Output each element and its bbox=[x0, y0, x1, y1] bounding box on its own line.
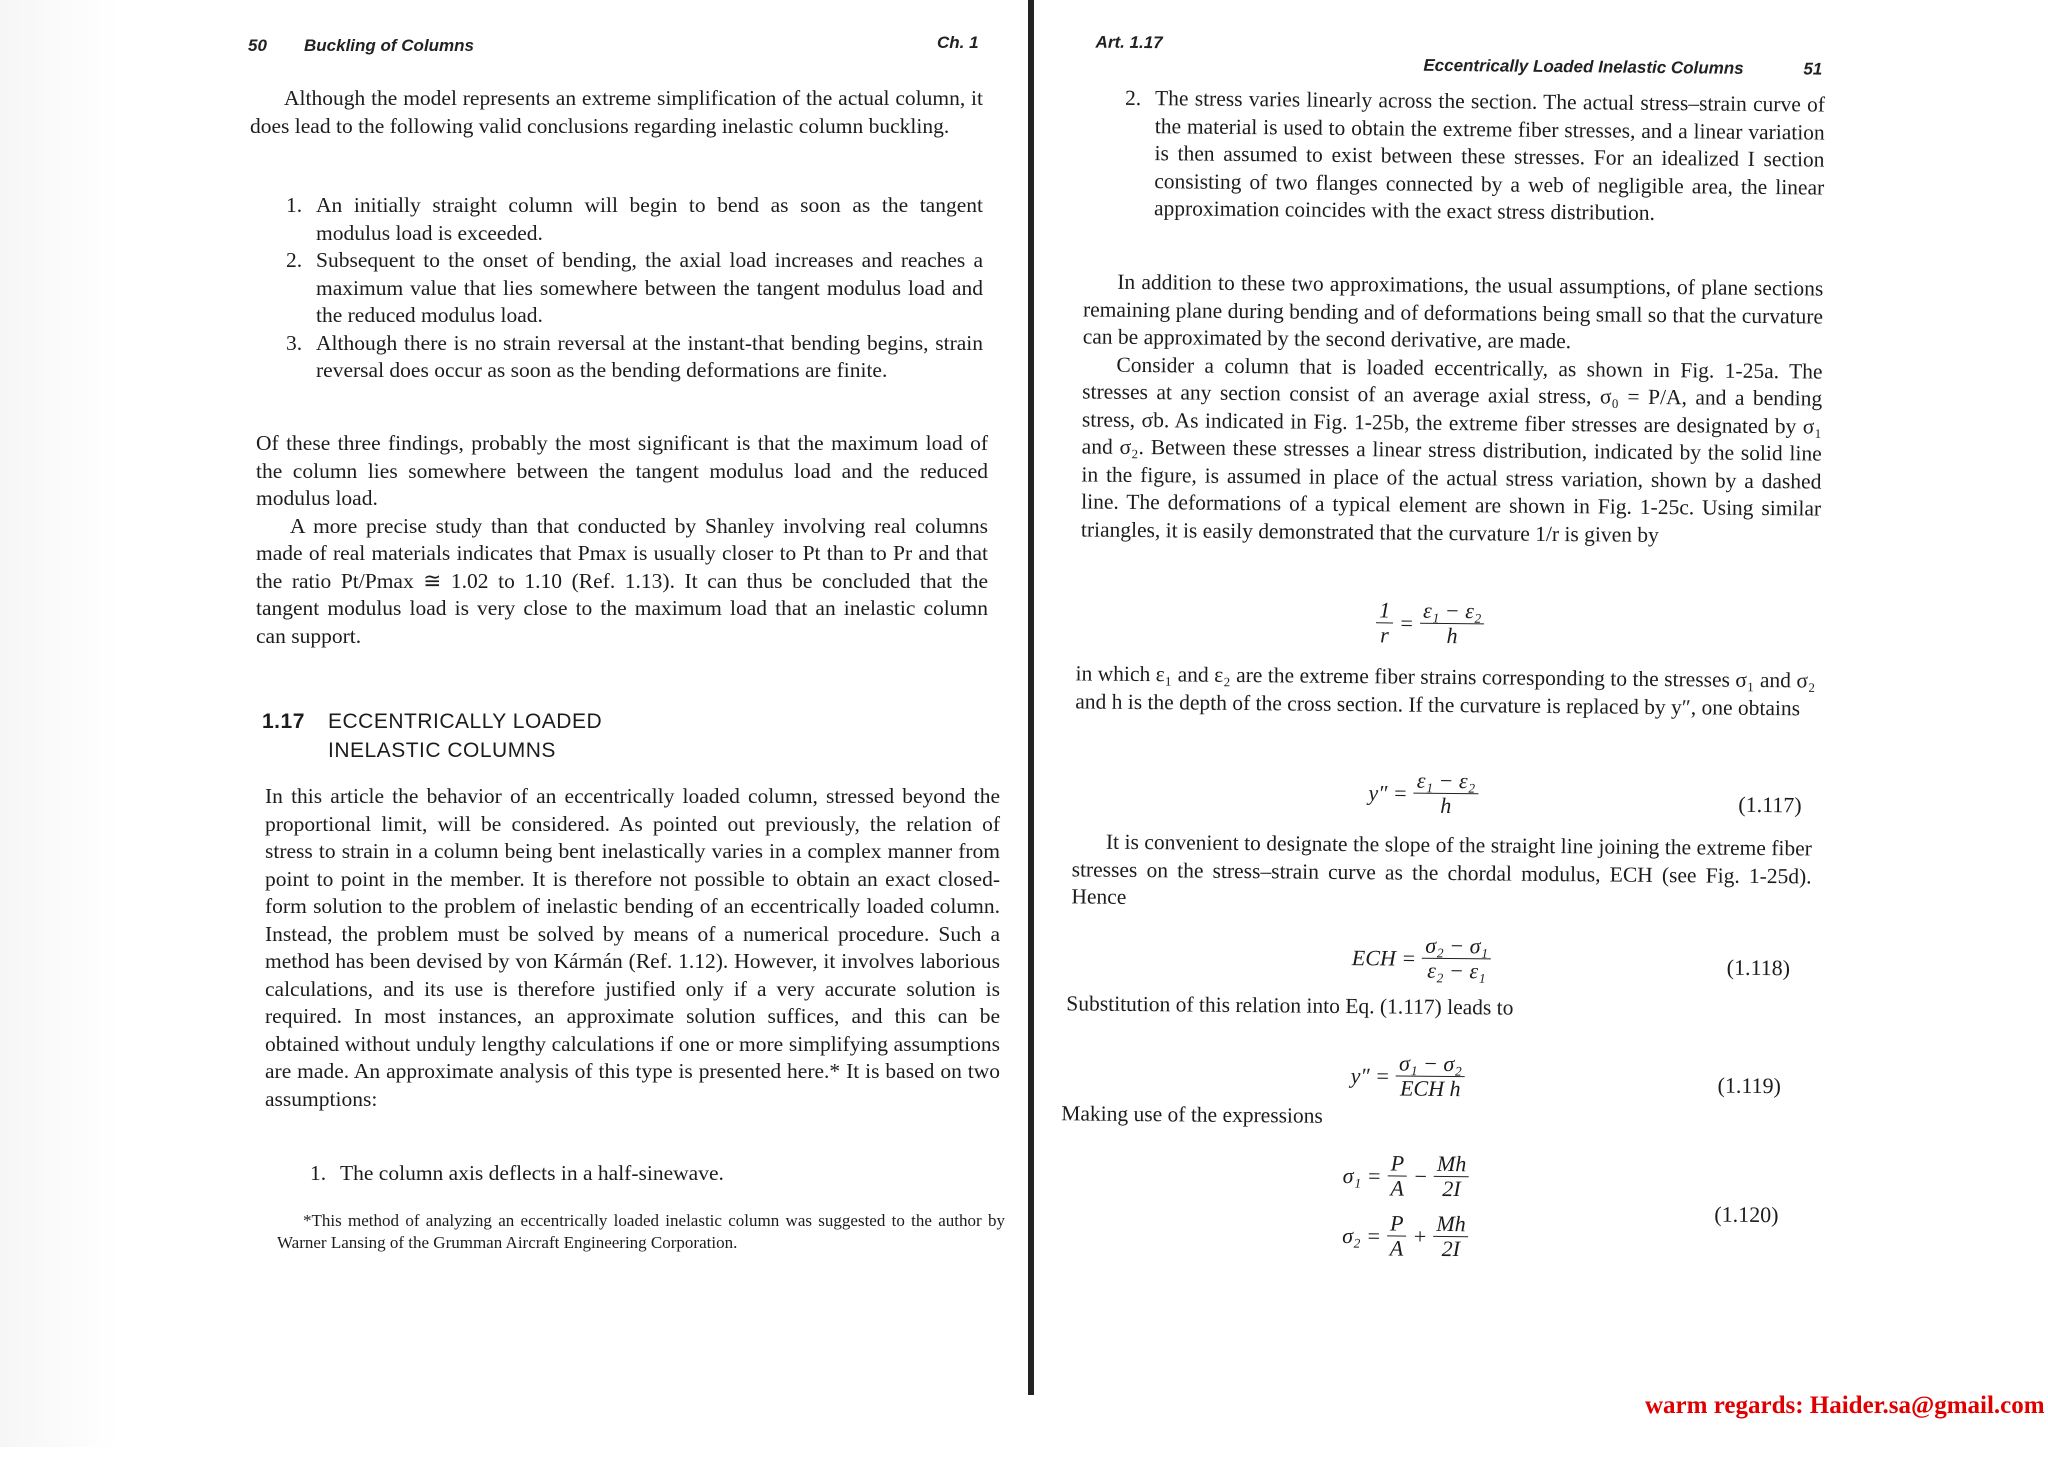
item-text: The column axis deflects in a half-sinewave. bbox=[340, 1161, 724, 1185]
eq-numerator: P bbox=[1388, 1151, 1408, 1176]
intro-paragraph bbox=[250, 85, 983, 140]
equation-number: (1.119) bbox=[1717, 1072, 1782, 1099]
section-heading bbox=[262, 707, 602, 765]
eq-numerator: σ₁ − σ₂ bbox=[1396, 1052, 1465, 1078]
running-title: Eccentrically Loaded Inelastic Columns bbox=[1423, 55, 1744, 78]
watermark-text: warm regards: Haider.sa@gmail.com bbox=[1645, 1392, 2045, 1419]
list-item bbox=[286, 247, 983, 330]
page-number: 51 bbox=[1803, 59, 1823, 79]
eq-denominator: ε₂ − ε₁ bbox=[1427, 957, 1486, 984]
equation-1-120b bbox=[1342, 1211, 1475, 1261]
section-title-line-1: ECCENTRICALLY LOADED bbox=[328, 710, 603, 733]
assumption-1 bbox=[310, 1160, 990, 1188]
findings-paragraph bbox=[256, 430, 988, 650]
equation-curvature: $\frac{1}{r}$ = $\frac{\text{ε₁ − ε₂}}{h}$ bbox=[1370, 598, 1491, 648]
eq-numerator: ε₁ − ε₂ bbox=[1420, 599, 1485, 625]
item-text: Subsequent to the onset of bending, the axial load increases and reaches a maximum value that lies somewhere between the tangent modulus load and the reduced modulus load. bbox=[316, 248, 983, 327]
substitution-paragraph bbox=[1066, 990, 1806, 1025]
list-item bbox=[286, 192, 983, 247]
eq-numerator: Mh bbox=[1433, 1212, 1469, 1237]
item-number: 3. bbox=[286, 330, 303, 355]
article-ref: Art. 1.17 bbox=[1095, 32, 1163, 53]
making-use-text: Making use of the expressions bbox=[1061, 1101, 1323, 1128]
convenient-paragraph bbox=[1071, 828, 1812, 918]
eq-denominator: h bbox=[1440, 792, 1452, 819]
equation-number: (1.117) bbox=[1738, 791, 1802, 818]
findings-text: Of these three findings, probably the most significant is that the maximum load of the column lies somewhere between the tangent modulus load and the reduced modulus load. bbox=[256, 431, 988, 510]
list-item bbox=[286, 330, 983, 385]
eq-numerator: 1 bbox=[1376, 598, 1393, 623]
shanley-text: A more precise study than that conducted by Shanley involving real columns made of real materials indicates that Pmax is usually closer to Pt than to Pr and that the ratio Pt/Pmax ≅ 1.02 to 1.10 (Ref. 1.13). It can thus be concluded that the tangent modulus load is very close to the maximum load that an inelastic column can support. bbox=[256, 513, 988, 648]
item-number: 1. bbox=[310, 1161, 327, 1185]
list-item bbox=[1124, 85, 1825, 229]
eq-numerator: ε₁ − ε₂ bbox=[1414, 769, 1479, 795]
item-text: Although there is no strain reversal at the instant-that bending begins, strain reversal does occur as soon as the bending deformations are finite. bbox=[316, 330, 983, 382]
item-number: 2. bbox=[1124, 85, 1142, 111]
eq-lhs: y″ = bbox=[1368, 779, 1408, 806]
footnote: *This method of analyzing an eccentrically loaded inelastic column was suggested to the author by Warner Lansing of the Grumman Aircraft Engineering Corporation. bbox=[277, 1211, 1005, 1252]
running-title: Buckling of Columns bbox=[304, 36, 474, 55]
equation-1-117 bbox=[1368, 768, 1484, 818]
eq-denominator: r bbox=[1380, 622, 1389, 648]
in-which-text: in which ε₁ and ε₂ are the extreme fiber strains corresponding to the stresses σ₁ and σ₂ and h is the depth of the cross section. If the curvature is replaced by y″, one obtains bbox=[1075, 661, 1816, 720]
assumption-2 bbox=[1124, 85, 1825, 229]
equation-1-119 bbox=[1350, 1051, 1471, 1101]
eq-denominator: A bbox=[1389, 1235, 1404, 1261]
eq-operator: − bbox=[1412, 1163, 1429, 1189]
page-number: 50 bbox=[248, 36, 267, 55]
section-title-line-2: INELASTIC COLUMNS bbox=[328, 739, 556, 762]
equation-1-118 bbox=[1352, 933, 1498, 983]
right-page bbox=[1036, 0, 2048, 1447]
equation-number: (1.120) bbox=[1714, 1201, 1779, 1228]
intro-text: Although the model represents an extreme simplification of the actual column, it does lead to the following valid conclusions regarding inelastic column buckling. bbox=[250, 86, 983, 138]
eq-lhs: y″ = bbox=[1350, 1062, 1391, 1088]
item-number: 1. bbox=[286, 193, 303, 217]
conclusions-list bbox=[286, 192, 983, 385]
eq-denominator: 2I bbox=[1442, 1175, 1461, 1202]
eq-lhs: σ₂ = bbox=[1342, 1222, 1382, 1248]
chapter-label: Ch. 1 bbox=[937, 33, 979, 52]
eq-numerator: Mh bbox=[1434, 1152, 1470, 1177]
left-page bbox=[0, 0, 1030, 1447]
list-item bbox=[310, 1160, 990, 1188]
making-use-paragraph bbox=[1061, 1100, 1801, 1135]
addition-paragraph bbox=[1081, 268, 1824, 550]
eq-lhs: ECH = bbox=[1351, 944, 1417, 971]
eq-operator: + bbox=[1412, 1223, 1428, 1249]
eq-denominator: h bbox=[1446, 622, 1458, 649]
item-number: 2. bbox=[286, 248, 303, 272]
eq-denominator: 2I bbox=[1441, 1235, 1461, 1262]
eq-lhs: σ₁ = bbox=[1342, 1162, 1382, 1188]
article-text: In this article the behavior of an eccentrically loaded column, stressed beyond the proportional limit, will be considered. As pointed out previously, the relation of stress to strain in a column being bent inelastically varies in a complex manner from point to point in the member. It is therefore not possible to obtain an exact closed-form solution to the problem of inelastic bending of an eccentrically loaded column. Instead, the problem must be solved by means of a numerical procedure. Such a method has been devised by von Kármán (Ref. 1.12). However, it involves laborious calculations, and its use is therefore justified only if a very accurate solution is required. In most instances, an approximate solution suffices, and this can be obtained without unduly lengthy calculations if one or more simplifying assumptions are made. An approximate analysis of this type is presented here.* It is based on two assumptions: bbox=[265, 784, 1000, 1111]
in-which-paragraph bbox=[1075, 660, 1815, 722]
eq-denominator: ECH h bbox=[1399, 1075, 1461, 1102]
eq-denominator: A bbox=[1390, 1175, 1405, 1201]
item-text: An initially straight column will begin to bend as soon as the tangent modulus load is exceeded. bbox=[316, 193, 983, 245]
addition-text: In addition to these two approximations, the usual assumptions, of plane sections remaining plane during bending and of deformations being small so that the curvature can be approximated by the second derivative, are made. bbox=[1082, 269, 1824, 354]
equation-1-120a bbox=[1342, 1151, 1475, 1201]
convenient-text: It is convenient to designate the slope of the straight line joining the extreme fiber stresses on the stress–strain curve as the chordal modulus, ECH (see Fig. 1-25d). Hence bbox=[1071, 829, 1813, 909]
eq-numerator: P bbox=[1387, 1211, 1407, 1236]
eq-numerator: σ₂ − σ₁ bbox=[1422, 934, 1491, 960]
equation-number: (1.118) bbox=[1726, 954, 1791, 981]
section-number: 1.17 bbox=[262, 710, 305, 733]
article-paragraph bbox=[265, 783, 1000, 1113]
substitution-text: Substitution of this relation into Eq. (1.117) leads to bbox=[1066, 991, 1514, 1020]
item-text: The stress varies linearly across the section. The actual stress–strain curve of the material is used to obtain the extreme fiber stresses, and a linear variation is then assumed to exist between these stresses. For an idealized I section consisting of two flanges connected by a web of negligible area, the linear approximation coincides with the exact stress distribution. bbox=[1153, 86, 1826, 225]
consider-text: Consider a column that is loaded eccentrically, as shown in Fig. 1-25a. The stresses at any section consist of an average axial stress, σ₀ = P/A, and a bending stress, σb. As indicated in Fig. 1-25b, the extreme fiber stresses are designated by σ₁ and σ₂. Between these stresses a linear stress distribution, indicated by the solid line in the figure, is assumed in place of the actual stress variation, shown by a dashed line. The deformations of a typical element are shown in Fig. 1-25c. Using similar triangles, it is easily demonstrated that the curvature 1/r is given by bbox=[1080, 352, 1823, 547]
